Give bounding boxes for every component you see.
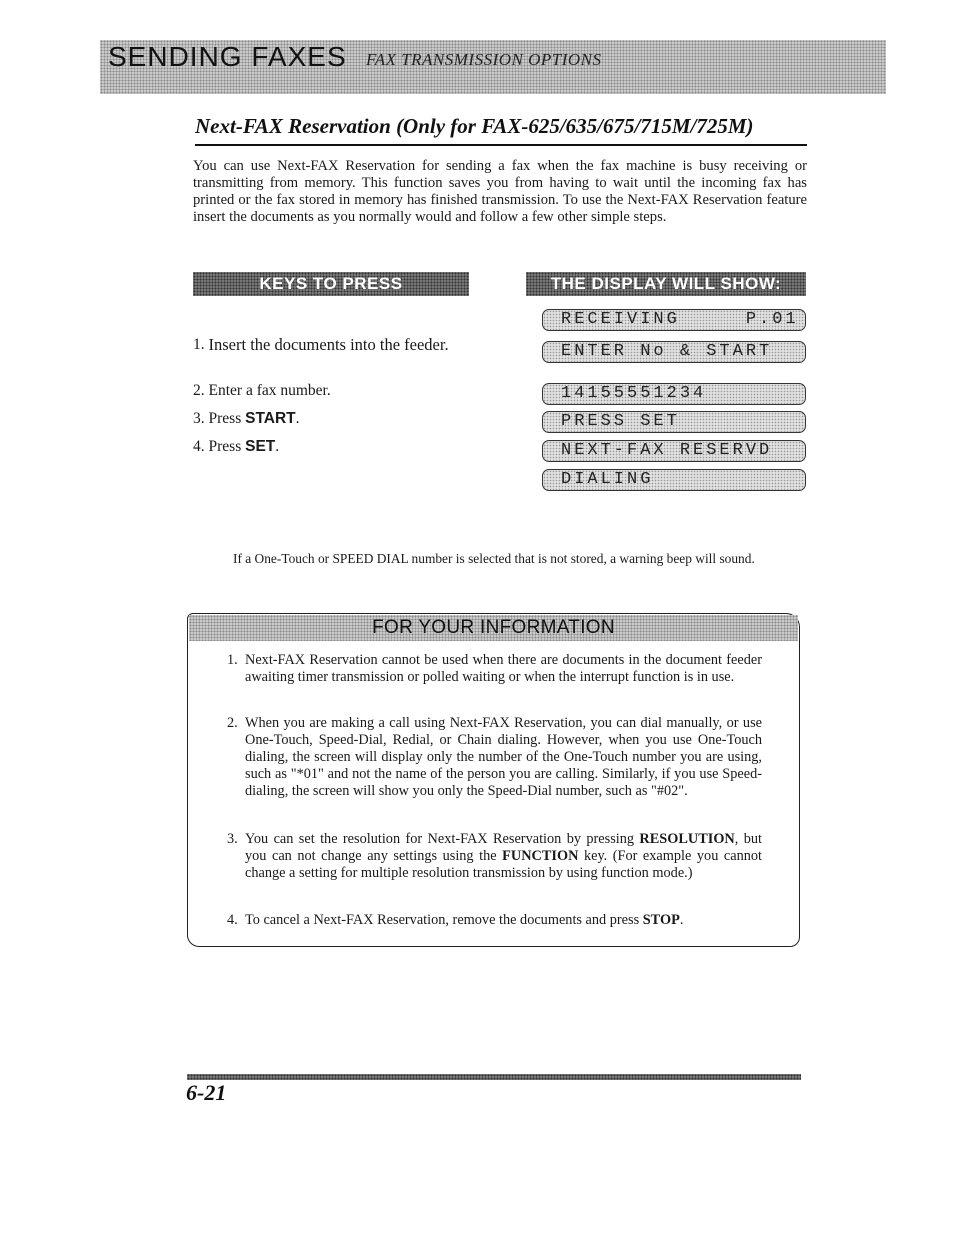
display-will-show-heading: THE DISPLAY WILL SHOW: bbox=[526, 272, 806, 296]
info-item-number: 1. bbox=[227, 652, 238, 668]
step-1 bbox=[193, 335, 473, 355]
stop-key-label: STOP bbox=[642, 912, 680, 928]
lcd-display-dialing: DIALING bbox=[542, 469, 806, 491]
info-item-3 bbox=[227, 831, 762, 882]
lcd-display-next-fax-reserved: NEXT-FAX RESERVD bbox=[542, 440, 806, 462]
step-text: Enter a fax number. bbox=[208, 382, 331, 399]
section-label: FAX TRANSMISSION OPTIONS bbox=[366, 50, 602, 69]
page-number: 6-21 bbox=[186, 1080, 227, 1105]
step-text: Press bbox=[208, 438, 246, 455]
info-item-4 bbox=[227, 912, 762, 929]
info-item-text: You can set the resolution for Next-FAX Reservation by pressing RESOLUTION, but you can not change any settings using the FUNCTION key. (For example you cannot change a setting for multiple resolution transmission by using function mode.) bbox=[245, 831, 762, 881]
set-key-label: SET bbox=[245, 438, 276, 455]
lcd-display-press-set: PRESS SET bbox=[542, 411, 806, 433]
info-item-2 bbox=[227, 715, 762, 800]
info-item-text: To cancel a Next-FAX Reservation, remove the documents and press STOP. bbox=[245, 912, 684, 928]
step-2 bbox=[193, 381, 331, 401]
function-key-label: FUNCTION bbox=[502, 848, 579, 864]
info-item-number: 3. bbox=[227, 831, 238, 847]
lcd-display-receiving: RECEIVING P.01 bbox=[542, 309, 806, 331]
warning-note: If a One-Touch or SPEED DIAL number is selected that is not stored, a warning beep will sound. bbox=[233, 551, 755, 566]
step-number: 1. bbox=[193, 336, 205, 353]
chapter-title: SENDING FAXES bbox=[108, 41, 347, 72]
step-number: 2. bbox=[193, 382, 205, 399]
info-item-number: 2. bbox=[227, 715, 238, 731]
step-3: 3. Press START. bbox=[193, 410, 300, 427]
step-text: Press bbox=[208, 410, 246, 427]
lcd-display-enter-number: ENTER No & START bbox=[542, 341, 806, 363]
info-item-number: 4. bbox=[227, 912, 238, 928]
info-item-text: When you are making a call using Next-FAX Reservation, you can dial manually, or use One-Touch, Speed-Dial, Redial, or Chain dialing. However, when you use One-Touch dialing, the screen will display only the number of the One-Touch number you are using, such as "*01" and not the name of the person you are calling. Similarly, if you use Speed- dialing, the screen will show you only the Speed-Dial number, such as "#02". bbox=[245, 715, 762, 799]
step-4: 4. Press SET. bbox=[193, 438, 280, 455]
keys-to-press-heading: KEYS TO PRESS bbox=[193, 272, 469, 296]
start-key-label: START bbox=[245, 410, 296, 427]
info-heading: FOR YOUR INFORMATION bbox=[372, 617, 615, 638]
lcd-display-fax-number: 14155551234 bbox=[542, 383, 806, 405]
step-number: 4. bbox=[193, 438, 205, 455]
title-rule bbox=[195, 144, 807, 146]
step-text: Insert the documents into the feeder. bbox=[208, 335, 449, 354]
info-item-1 bbox=[227, 652, 762, 686]
page-title: Next-FAX Reservation (Only for FAX-625/635/675/715M/725M) bbox=[195, 114, 754, 138]
footer-rule bbox=[187, 1074, 801, 1080]
intro-paragraph: You can use Next-FAX Reservation for sending a fax when the fax machine is busy receiving or transmitting from memory. This function saves you from having to wait until the incoming fax has printed or the fax stored in memory has finished transmission. To use the Next-FAX Reservation feature insert the documents as you normally would and follow a few other simple steps. bbox=[193, 158, 807, 225]
resolution-key-label: RESOLUTION bbox=[639, 831, 735, 847]
step-number: 3. bbox=[193, 410, 205, 427]
info-item-text: Next-FAX Reservation cannot be used when there are documents in the document feeder awaiting timer transmission or polled waiting or when the interrupt function is in use. bbox=[245, 652, 762, 685]
